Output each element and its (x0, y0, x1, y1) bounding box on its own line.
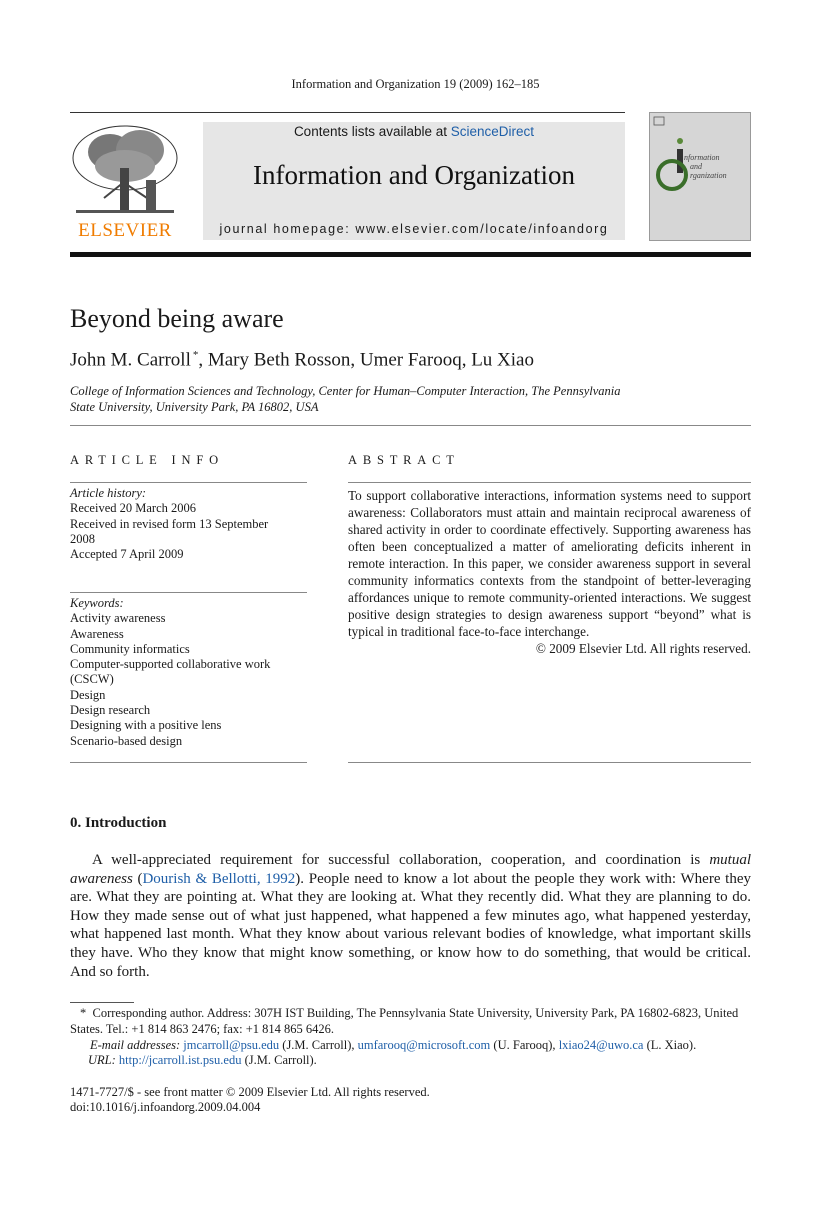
keywords-label: Keywords: (70, 596, 124, 610)
emphasis-mutual-awareness: mutual awareness (70, 852, 751, 887)
email-link-xiao[interactable]: lxiao24@uwo.ca (558, 1038, 644, 1052)
elsevier-logo (70, 122, 180, 240)
article-info-rule (70, 482, 307, 483)
cover-text: nformation and rganization (684, 153, 727, 180)
article-info-heading: ARTICLE INFO (70, 453, 224, 467)
keyword-item: Design (70, 687, 106, 702)
article-title: Beyond being aware (70, 304, 284, 333)
email-link-carroll[interactable]: jmcarroll@psu.edu (183, 1038, 280, 1052)
abstract-text: To support collaborative interactions, information systems need to support awareness: Collaborators must attain and maintain reciprocal awareness of shared activity in order to coordinate effectively. Supporting awareness has often been conceptualized a matter of ameliorating deficits inherent in remote interaction. In this paper, we consider awareness support in several community informatics contexts from the standpoint of better-leveraging affordances unique to remote community-oriented interactions. We suggest positive design strategies to design awareness support “beyond” what is typical in traditional face-to-face interchange. (348, 488, 751, 639)
title-rule (70, 425, 751, 426)
elsevier-wordmark: ELSEVIER (78, 220, 172, 241)
author-list: John M. Carroll *, Mary Beth Rosson, Umer Farooq, Lu Xiao (70, 349, 534, 371)
history-item: Received in revised form 13 September (70, 516, 269, 531)
citation-link[interactable]: Dourish & Bellotti, 1992 (142, 870, 296, 887)
abstract-bottom-rule (348, 762, 751, 763)
journal-reference: Information and Organization 19 (2009) 162–185 (291, 77, 540, 91)
affiliation: College of Information Sciences and Technology, Center for Human–Computer Interaction, The Pennsylvania State University, University Park, PA 16802, USA (70, 384, 621, 414)
keyword-item: Activity awareness (70, 611, 166, 626)
header-thick-rule (70, 252, 751, 257)
abstract-body (348, 487, 751, 657)
journal-cover (649, 112, 751, 241)
tree-logo-icon (70, 122, 180, 218)
article-history (70, 486, 307, 562)
journal-banner (203, 122, 625, 240)
history-item: 2008 (70, 531, 95, 546)
issn-line: 1471-7727/$ - see front matter © 2009 Elsevier Ltd. All rights reserved. (70, 1085, 430, 1099)
intro-paragraph: A well-appreciated requirement for successful collaboration, cooperation, and coordination is mutual awareness (Dourish & Bellotti, 1992). People need to know a lot about the people they work with: Where they are. What they are pointing at. What they are looking at. What they recently did. What they are planning to do. How they made sense out of what just happened, what happened a few minutes ago, what happened yesterday, what happened last month. What they know about various relevant bodies of knowledge, what important skills they have. Who they know that might know something, or know how to do something, that would be critical. And so forth. (70, 852, 751, 980)
history-label: Article history: (70, 486, 147, 500)
corresponding-footnote: * Corresponding author. Address: 307H IST Building, The Pennsylvania State University, University Park, PA 16802-6823, United States. Tel.: +1 814 863 2476; fax: +1 814 865 6426. (70, 1006, 739, 1036)
footnote-mark: * (80, 1006, 87, 1020)
keyword-item: Scenario-based design (70, 733, 183, 748)
header-rule (70, 112, 625, 113)
keyword-item: Designing with a positive lens (70, 718, 222, 733)
contents-prefix: Contents lists available at (293, 124, 451, 139)
email-footnote: E-mail addresses: jmcarroll@psu.edu (J.M. Carroll), umfarooq@microsoft.com (U. Farooq), lxiao24@uwo.ca (L. Xiao). (90, 1038, 697, 1052)
keywords-list (70, 596, 307, 749)
journal-homepage[interactable]: journal homepage: www.elsevier.com/locate/infoandorg (219, 222, 609, 236)
keyword-item: Design research (70, 703, 151, 718)
journal-title: Information and Organization (253, 160, 575, 190)
keywords-rule (70, 592, 307, 593)
contents-line (203, 124, 625, 139)
history-item: Received 20 March 2006 (70, 501, 197, 516)
email-link-farooq[interactable]: umfarooq@microsoft.com (357, 1038, 491, 1052)
info-bottom-rule (70, 762, 307, 763)
abstract-rule (348, 482, 751, 483)
sciencedirect-link[interactable]: ScienceDirect (450, 124, 535, 139)
keyword-item: Community informatics (70, 641, 190, 656)
corresponding-mark[interactable]: * (192, 349, 199, 361)
url-footnote: URL: http://jcarroll.ist.psu.edu (J.M. Carroll). (88, 1053, 317, 1067)
history-item: Accepted 7 April 2009 (70, 547, 184, 562)
doi-line[interactable]: doi:10.1016/j.infoandorg.2009.04.004 (70, 1100, 261, 1114)
keyword-item: (CSCW) (70, 672, 114, 687)
footnote-rule (70, 1002, 134, 1003)
abstract-copyright: © 2009 Elsevier Ltd. All rights reserved. (535, 641, 751, 656)
homepage-url-link[interactable]: http://jcarroll.ist.psu.edu (118, 1053, 242, 1067)
keyword-item: Awareness (70, 626, 124, 641)
intro-heading: 0. Introduction (70, 815, 167, 831)
abstract-heading: ABSTRACT (348, 453, 460, 467)
keyword-item: Computer-supported collaborative work (70, 657, 271, 672)
